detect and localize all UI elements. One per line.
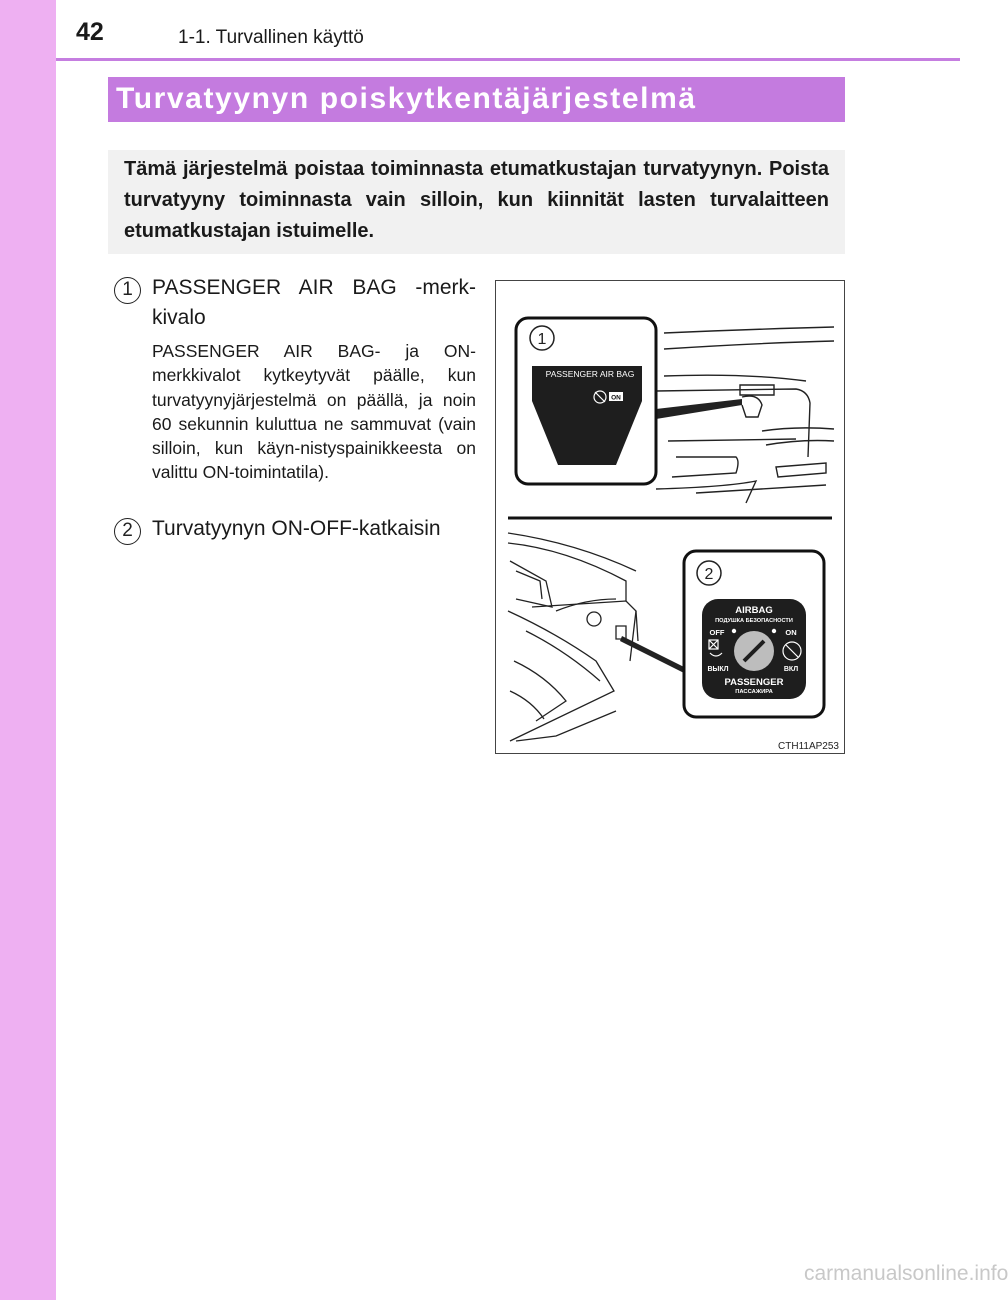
title-bar: [108, 77, 845, 122]
watermark: carmanualsonline.info: [804, 1262, 1008, 1285]
switch-airbag-label: AIRBAG: [735, 605, 773, 616]
dashboard-lines-lower: [508, 533, 638, 741]
intro-text: Tämä järjestelmä poistaa toiminnasta etumatkustajan turvatyynyn. Poista turvatyyny toiminnasta vain silloin, kun kiinnität lasten turvalaitteen etumatkustajan istuimelle.: [124, 158, 829, 242]
leader-line-2: [620, 636, 684, 673]
list-item-2: [114, 518, 476, 548]
figure-code: CTH11AP253: [778, 741, 839, 752]
item-number-badge: 1: [114, 277, 141, 304]
list-item-1: [114, 277, 476, 507]
switch-passenger-ru-label: ПАССАЖИРА: [735, 689, 773, 695]
indicator-on-text: ON: [611, 394, 621, 402]
callout-number-2: 2: [704, 566, 714, 583]
switch-passenger-label: PASSENGER: [724, 677, 784, 688]
side-color-strip: [0, 0, 56, 1300]
item-number-badge: 2: [114, 518, 141, 545]
switch-on-label: ON: [785, 628, 797, 637]
indicator-label: PASSENGER AIR BAG: [545, 369, 635, 379]
callout-number-1: 1: [537, 331, 547, 348]
item-label: Turvatyynyn ON-OFF-katkaisin: [152, 517, 441, 540]
leader-line-1: [656, 399, 742, 419]
item-description: PASSENGER AIR BAG- ja ON-merkkivalot kytkeytyvät päälle, kun turvatyynyjärjestelmä on päällä, ja noin 60 sekunnin kuluttua ne sammuvat (vain silloin, kun käyn-nistyspainikkeesta on valittu ON-toimintatila).: [152, 341, 476, 483]
airbag-illustration: [495, 280, 845, 754]
dashboard-lines-upper: [656, 327, 834, 503]
switch-off-label: OFF: [709, 628, 725, 637]
switch-airbag-ru-label: ПОДУШКА БЕЗОПАСНОСТИ: [715, 618, 793, 624]
switch-on-ru-label: ВКЛ: [783, 666, 799, 673]
header-divider: [56, 58, 960, 61]
page-number: 42: [76, 18, 104, 46]
switch-off-ru-label: ВЫКЛ: [707, 666, 729, 673]
page-title: Turvatyynyn poiskytkentäjärjestelmä: [116, 82, 697, 115]
intro-box: [108, 150, 845, 254]
illustration-drawing: [496, 281, 844, 753]
item-label: PASSENGER AIR BAG -merk-kivalo: [152, 276, 476, 329]
section-title: 1-1. Turvallinen käyttö: [178, 27, 364, 48]
